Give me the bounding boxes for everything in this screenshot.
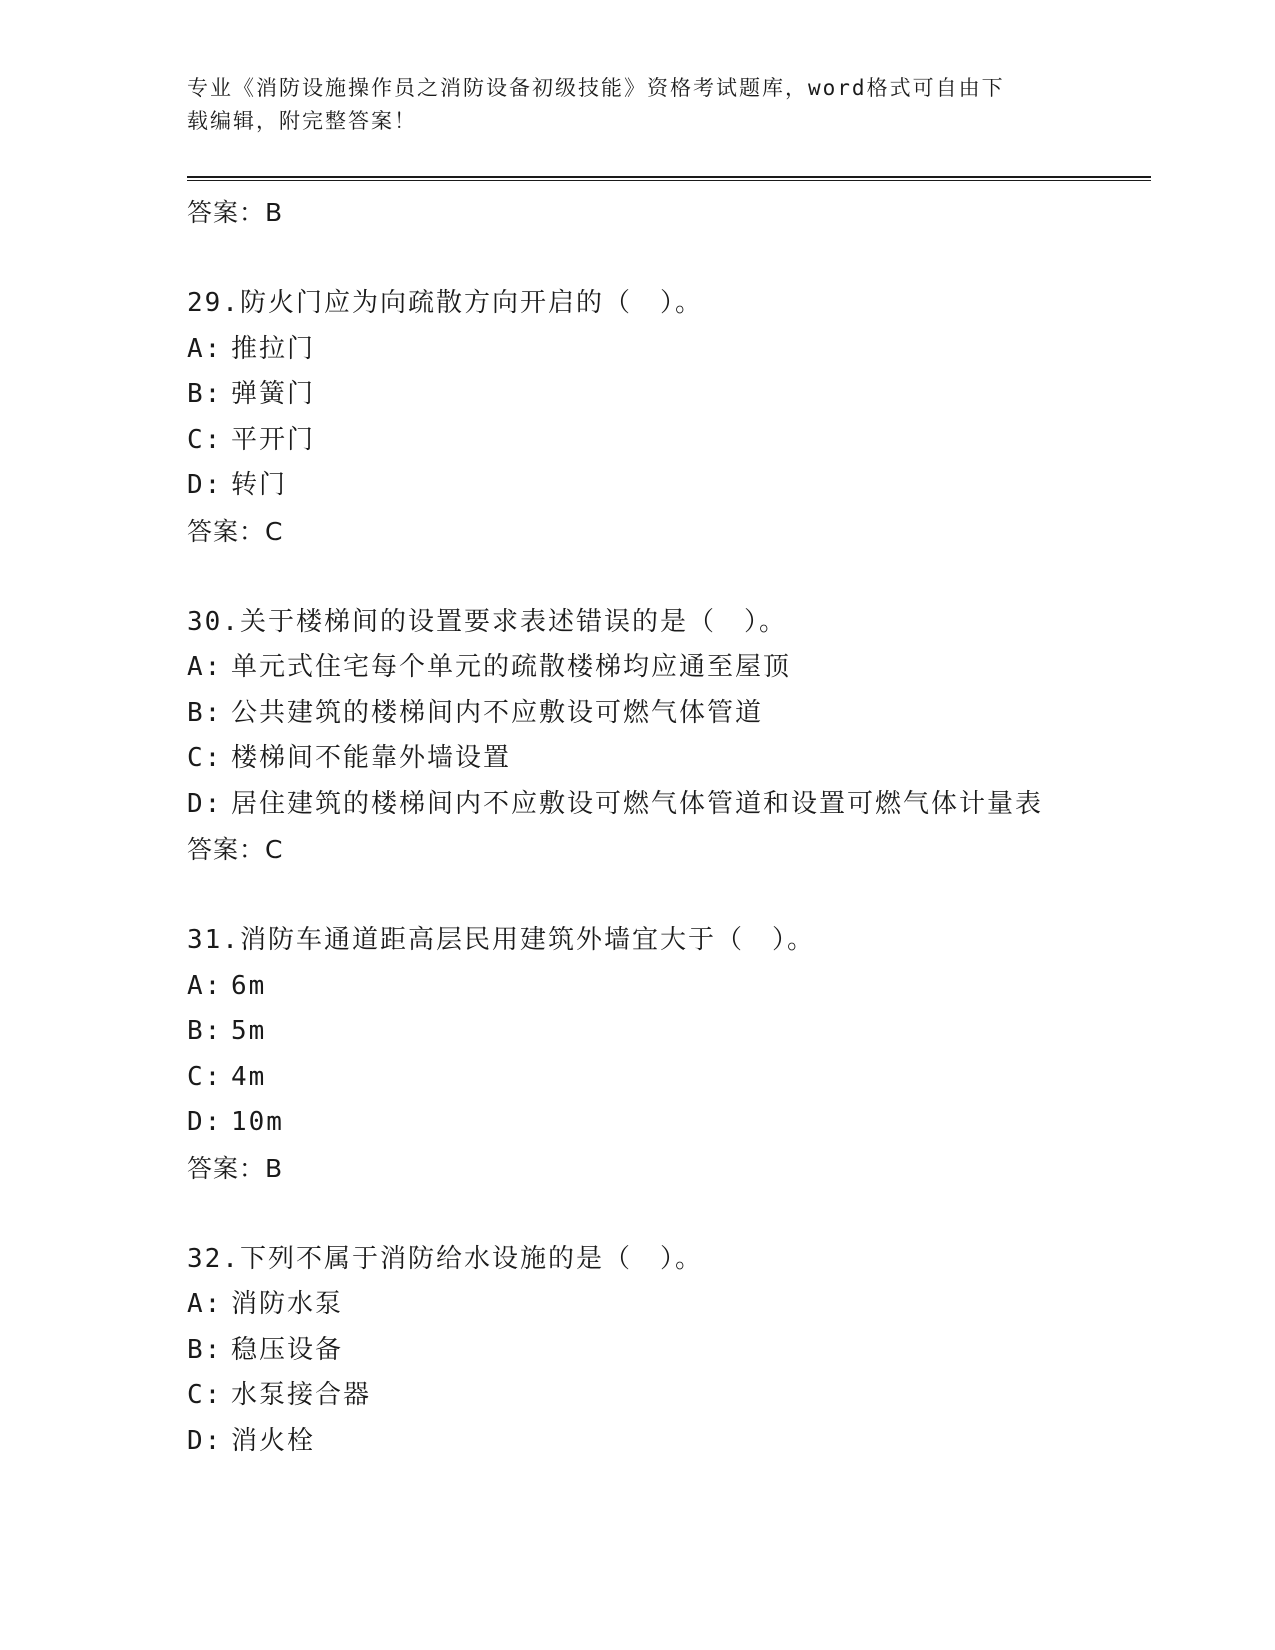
option-label: B: — [187, 1016, 223, 1046]
question-stem: 29.防火门应为向疏散方向开启的（ ）。 — [187, 288, 703, 318]
answer-line: 答案：B — [187, 1153, 284, 1183]
header-line-2: 载编辑，附完整答案！ — [187, 109, 417, 133]
option-text: 单元式住宅每个单元的疏散楼梯均应通至屋顶 — [231, 652, 792, 682]
option-text: 水泵接合器 — [231, 1380, 372, 1410]
question-list — [187, 190, 1147, 1464]
option-a — [187, 1282, 1147, 1328]
option-b — [187, 1009, 1147, 1055]
option-label: D: — [187, 470, 223, 500]
option-d — [187, 1419, 1147, 1465]
question-29 — [187, 281, 1147, 554]
document-header — [187, 72, 1067, 138]
answer-line: 答案：C — [187, 516, 284, 546]
option-d — [187, 463, 1147, 509]
option-label: C: — [187, 1380, 223, 1410]
option-label: C: — [187, 424, 223, 455]
question-stem: 30.关于楼梯间的设置要求表述错误的是（ ）。 — [187, 606, 787, 637]
option-text: 稳压设备 — [231, 1334, 344, 1365]
option-a — [187, 327, 1147, 373]
header-line-1: 专业《消防设施操作员之消防设备初级技能》资格考试题库，word格式可自由下 — [187, 76, 1005, 100]
option-c — [187, 736, 1147, 782]
option-c — [187, 1055, 1147, 1101]
option-text: 楼梯间不能靠外墙设置 — [231, 743, 512, 773]
option-text: 公共建筑的楼梯间内不应敷设可燃气体管道 — [231, 697, 764, 728]
option-d — [187, 782, 1147, 828]
option-text: 消火栓 — [231, 1425, 316, 1456]
option-b — [187, 372, 1147, 418]
option-b — [187, 1328, 1147, 1374]
option-label: B: — [187, 697, 223, 728]
option-text: 弹簧门 — [231, 379, 316, 409]
question-stem: 32.下列不属于消防给水设施的是（ ）。 — [187, 1243, 703, 1274]
option-label: D: — [187, 1425, 223, 1456]
option-text: 转门 — [231, 470, 288, 500]
option-text: 10m — [231, 1107, 284, 1137]
option-label: A: — [187, 1289, 223, 1319]
option-text: 4m — [231, 1061, 267, 1092]
option-b — [187, 691, 1147, 737]
question-32 — [187, 1237, 1147, 1465]
option-label: A: — [187, 333, 223, 364]
option-label: C: — [187, 1061, 223, 1092]
option-a — [187, 645, 1147, 691]
header-divider — [187, 176, 1151, 181]
answer-line: 答案：C — [187, 835, 284, 864]
option-label: A: — [187, 652, 223, 682]
question-31 — [187, 918, 1147, 1191]
question-30 — [187, 600, 1147, 873]
option-label: D: — [187, 1107, 223, 1137]
option-text: 平开门 — [231, 424, 316, 455]
option-label: A: — [187, 970, 223, 1001]
option-text: 居住建筑的楼梯间内不应敷设可燃气体管道和设置可燃气体计量表 — [231, 788, 1044, 819]
option-d — [187, 1100, 1147, 1146]
option-c — [187, 1373, 1147, 1419]
answer-line: 答案：B — [187, 198, 284, 227]
option-text: 5m — [231, 1016, 267, 1046]
option-label: D: — [187, 788, 223, 819]
option-c — [187, 418, 1147, 464]
option-label: C: — [187, 743, 223, 773]
option-a — [187, 964, 1147, 1010]
option-text: 消防水泵 — [231, 1289, 344, 1319]
question-stem: 31.消防车通道距高层民用建筑外墙宜大于（ ）。 — [187, 925, 815, 955]
option-label: B: — [187, 379, 223, 409]
option-label: B: — [187, 1334, 223, 1365]
option-text: 6m — [231, 970, 267, 1001]
option-text: 推拉门 — [231, 333, 316, 364]
